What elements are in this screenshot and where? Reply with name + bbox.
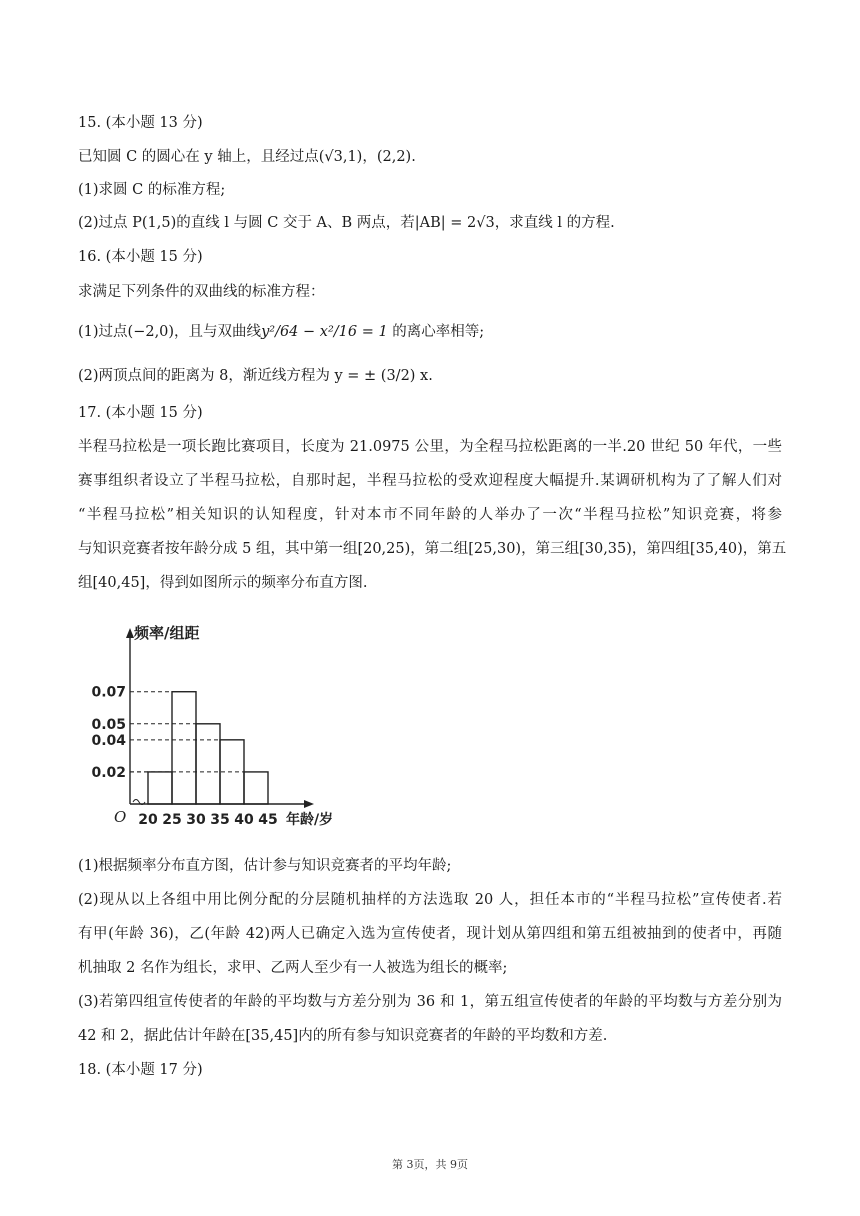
- q17-para-line: 与知识竞赛者按年龄分成 5 组，其中第一组[20,25)，第二组[25,30)，第三组[30,35)，第四组[35,40)，第五: [78, 541, 787, 557]
- x-tick-label: 40: [234, 812, 254, 828]
- q17-heading: 17. (本小题 15 分): [78, 405, 203, 421]
- x-axis-title: 年龄/岁: [286, 812, 334, 828]
- page-footer: 第 3页，共 9页: [392, 1158, 468, 1171]
- x-tick-label: 45: [258, 812, 278, 828]
- q16-part1-pre: (1)过点(−2,0)，且与双曲线: [78, 324, 262, 340]
- q17-part2-line: 有甲(年龄 36)，乙(年龄 42)两人已确定入选为宣传使者，现计划从第四组和第五组被抽到的使者中，再随: [78, 926, 782, 942]
- q17-part2-line: 机抽取 2 名作为组长，求甲、乙两人至少有一人被选为组长的概率;: [78, 960, 508, 976]
- y-axis-arrow: [126, 628, 134, 638]
- q15-heading: 15. (本小题 13 分): [78, 115, 203, 131]
- q15-part1: (1)求圆 C 的标准方程;: [78, 182, 226, 198]
- x-tick-label: 35: [210, 812, 230, 828]
- q17-para-line: 半程马拉松是一项长跑比赛项目，长度为 21.0975 公里，为全程马拉松距离的一半.20 世纪 50 年代，一些: [78, 439, 782, 455]
- histogram-bar: [244, 772, 268, 804]
- x-tick-label: 20: [138, 812, 158, 828]
- q17-part2-line: (2)现从以上各组中用比例分配的分层随机抽样的方法选取 20 人，担任本市的“半程马拉松”宣传使者.若: [78, 892, 782, 908]
- origin-label: O: [114, 808, 127, 826]
- histogram-bar: [148, 772, 172, 804]
- x-tick-label: 25: [162, 812, 182, 828]
- histogram-bar: [172, 692, 196, 804]
- q16-part1-post: 的离心率相等;: [387, 324, 485, 340]
- q16-stem: 求满足下列条件的双曲线的标准方程：: [78, 284, 325, 300]
- y-tick-label: 0.05: [91, 716, 126, 733]
- histogram-bar: [196, 724, 220, 804]
- q17-para-line: 赛事组织者设立了半程马拉松，自那时起，半程马拉松的受欢迎程度大幅提升.某调研机构为了了解人们对: [78, 473, 782, 489]
- q16-heading: 16. (本小题 15 分): [78, 249, 203, 265]
- y-tick-label: 0.04: [91, 732, 126, 749]
- q17-para-line: 组[40,45]，得到如图所示的频率分布直方图.: [78, 575, 368, 591]
- y-tick-label: 0.07: [91, 684, 126, 701]
- q17-para-line: “半程马拉松”相关知识的认知程度，针对本市不同年龄的人举办了一次“半程马拉松”知识竞赛，将参: [78, 507, 782, 523]
- q15-part2: (2)过点 P(1,5)的直线 l 与圆 C 交于 A、B 两点，若|AB| = 2√3，求直线 l 的方程.: [78, 215, 615, 231]
- q16-part2: (2)两顶点间的距离为 8，渐近线方程为 y = ± (3/2) x.: [78, 368, 433, 384]
- x-axis-arrow: [304, 800, 314, 808]
- hyperbola-equation: y²/64 − x²/16 = 1: [261, 324, 388, 340]
- x-tick-label: 30: [186, 812, 206, 828]
- q17-part3-line: 42 和 2，据此估计年龄在[35,45]内的所有参与知识竞赛者的年龄的平均数和方差.: [78, 1028, 608, 1044]
- q17-part3-line: (3)若第四组宣传使者的年龄的平均数与方差分别为 36 和 1，第五组宣传使者的年龄的平均数与方差分别为: [78, 994, 782, 1010]
- q18-heading: 18. (本小题 17 分): [78, 1062, 203, 1078]
- frequency-histogram: [91, 618, 360, 836]
- q16-part1: [78, 322, 782, 342]
- q17-part1: (1)根据频率分布直方图，估计参与知识竞赛者的平均年龄;: [78, 858, 452, 874]
- y-axis-title: 频率/组距: [134, 624, 200, 642]
- q15-stem: 已知圆 C 的圆心在 y 轴上，且经过点(√3,1)，(2,2).: [78, 149, 416, 165]
- y-tick-label: 0.02: [91, 764, 126, 781]
- histogram-svg: [91, 618, 360, 836]
